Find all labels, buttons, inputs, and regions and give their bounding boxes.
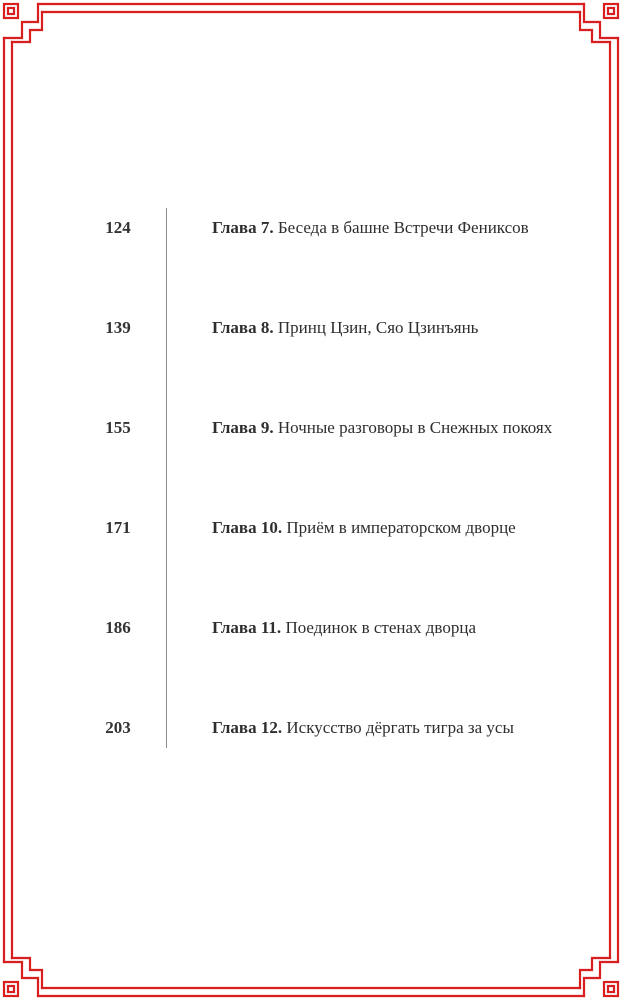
toc-page-number: 155: [105, 418, 131, 437]
toc-row[interactable]: [0, 614, 622, 642]
toc-entry: [212, 214, 612, 242]
toc-entry: [212, 514, 612, 542]
toc-page-number: 171: [105, 518, 131, 537]
toc-chapter-title: Беседа в башне Встречи Фениксов: [277, 218, 529, 237]
toc-page-number: 124: [105, 218, 131, 237]
toc-chapter-title: Поединок в стенах дворца: [285, 618, 476, 637]
toc-chapter-title: Искусство дёргать тигра за усы: [286, 718, 514, 737]
toc-chapter-label: Глава 9.: [212, 418, 274, 437]
toc-row[interactable]: [0, 214, 622, 242]
toc-row[interactable]: [0, 714, 622, 742]
toc-chapter-label: Глава 12.: [212, 718, 283, 737]
toc-page-number: 203: [105, 718, 131, 737]
toc-divider-line: [166, 208, 167, 748]
toc-chapter-title: Приём в императорском дворце: [286, 518, 516, 537]
corner-ornament-bottom-right: [580, 958, 618, 996]
toc-row[interactable]: [0, 514, 622, 542]
toc-chapter-label: Глава 7.: [212, 218, 274, 237]
toc-chapter-label: Глава 10.: [212, 518, 283, 537]
toc-page-number: 186: [105, 618, 131, 637]
toc-chapter-title: Принц Цзин, Сяо Цзинъянь: [277, 318, 479, 337]
toc-entry: [212, 714, 612, 742]
corner-ornament-top-left: [4, 4, 42, 42]
toc-entry: [212, 614, 612, 642]
toc-entry: [212, 414, 612, 442]
toc-chapter-label: Глава 8.: [212, 318, 274, 337]
corner-ornament-top-right: [580, 4, 618, 42]
corner-ornament-bottom-left: [4, 958, 42, 996]
toc-entry: [212, 314, 612, 342]
toc-page-number: 139: [105, 318, 131, 337]
toc-row[interactable]: [0, 314, 622, 342]
toc-chapter-label: Глава 11.: [212, 618, 282, 637]
toc-row[interactable]: [0, 414, 622, 442]
toc-chapter-title: Ночные разговоры в Снежных покоях: [277, 418, 553, 437]
